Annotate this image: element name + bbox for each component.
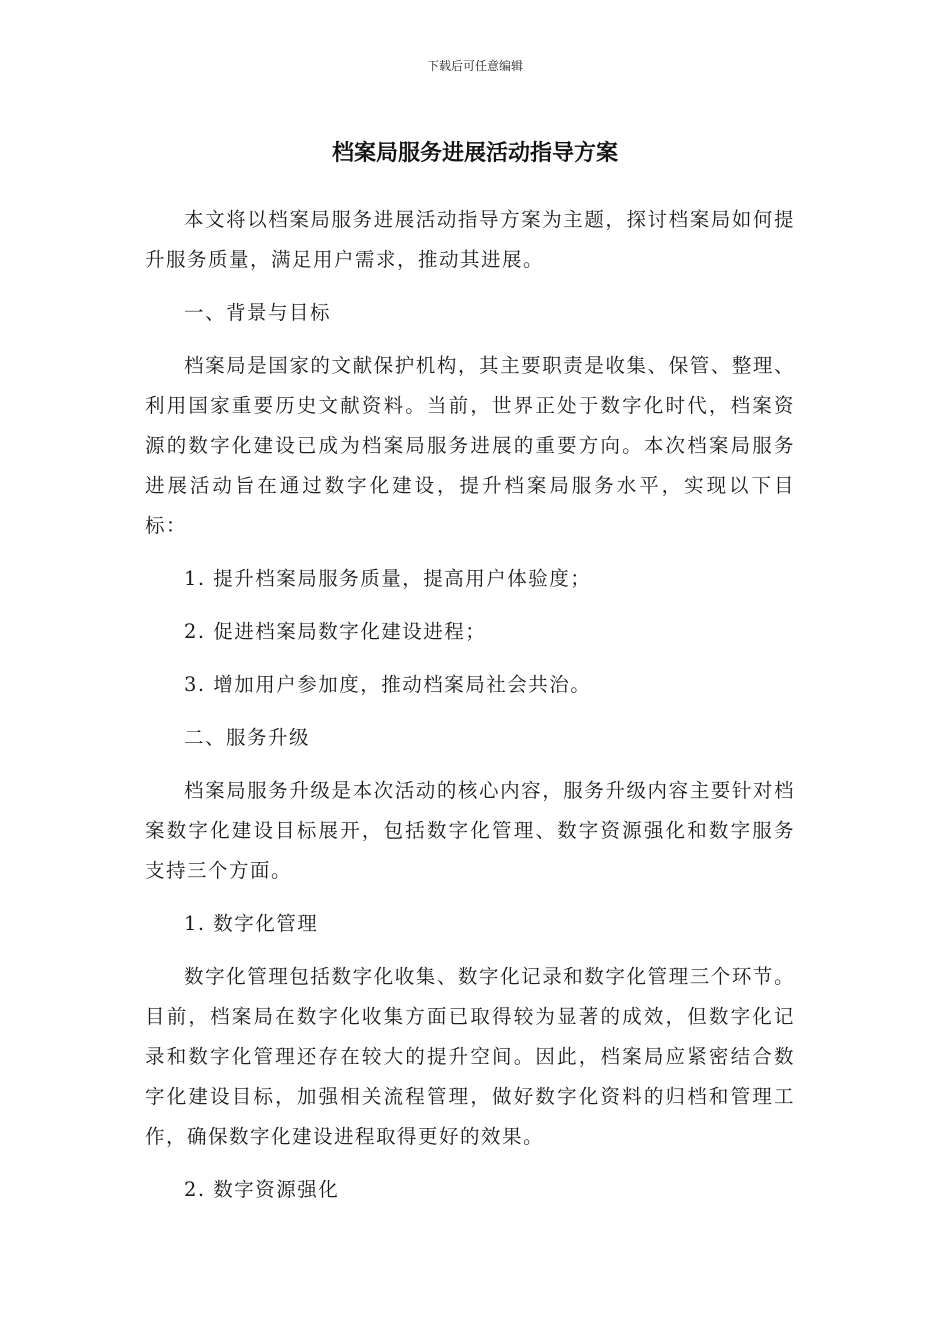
goal-item-3: 3. 增加用户参加度，推动档案局社会共治。 xyxy=(184,673,592,696)
document-title: 档案局服务进展活动指导方案 xyxy=(331,141,618,166)
paragraph-digital-management: 数字化管理包括数字化收集、数字化记录和数字化管理三个环节。目前，档案局在数字化收集方面已取得较为显著的成效，但数字化记录和数字化管理还存在较大的提升空间。因此，档案局应紧密结合数字化建设目标，加强相关流程管理，做好数字化资料的归档和管理工作，确保数字化建设进程取得更好的效果。 xyxy=(145,965,795,1148)
subheading-digital-resources: 2. 数字资源强化 xyxy=(184,1178,340,1201)
section-heading-service-upgrade: 二、服务升级 xyxy=(184,726,311,749)
subheading-digital-management: 1. 数字化管理 xyxy=(184,912,319,935)
header-note: 下载后可任意编辑 xyxy=(426,59,523,73)
goal-item-1: 1. 提升档案局服务质量，提高用户体验度； xyxy=(184,567,592,590)
paragraph-background: 档案局是国家的文献保护机构，其主要职责是收集、保管、整理、利用国家重要历史文献资料。当前，世界正处于数字化时代，档案资源的数字化建设已成为档案局服务进展的重要方向。本次档案局服务进展活动旨在通过数字化建设，提升档案局服务水平，实现以下目标： xyxy=(145,354,795,537)
document-body xyxy=(145,200,795,1223)
paragraph-service-upgrade: 档案局服务升级是本次活动的核心内容，服务升级内容主要针对档案数字化建设目标展开，包括数字化管理、数字资源强化和数字服务支持三个方面。 xyxy=(145,779,795,882)
section-heading-background: 一、背景与目标 xyxy=(184,301,332,324)
paragraph-intro: 本文将以档案局服务进展活动指导方案为主题，探讨档案局如何提升服务质量，满足用户需求，推动其进展。 xyxy=(145,208,795,271)
goal-item-2: 2. 促进档案局数字化建设进程； xyxy=(184,620,487,643)
